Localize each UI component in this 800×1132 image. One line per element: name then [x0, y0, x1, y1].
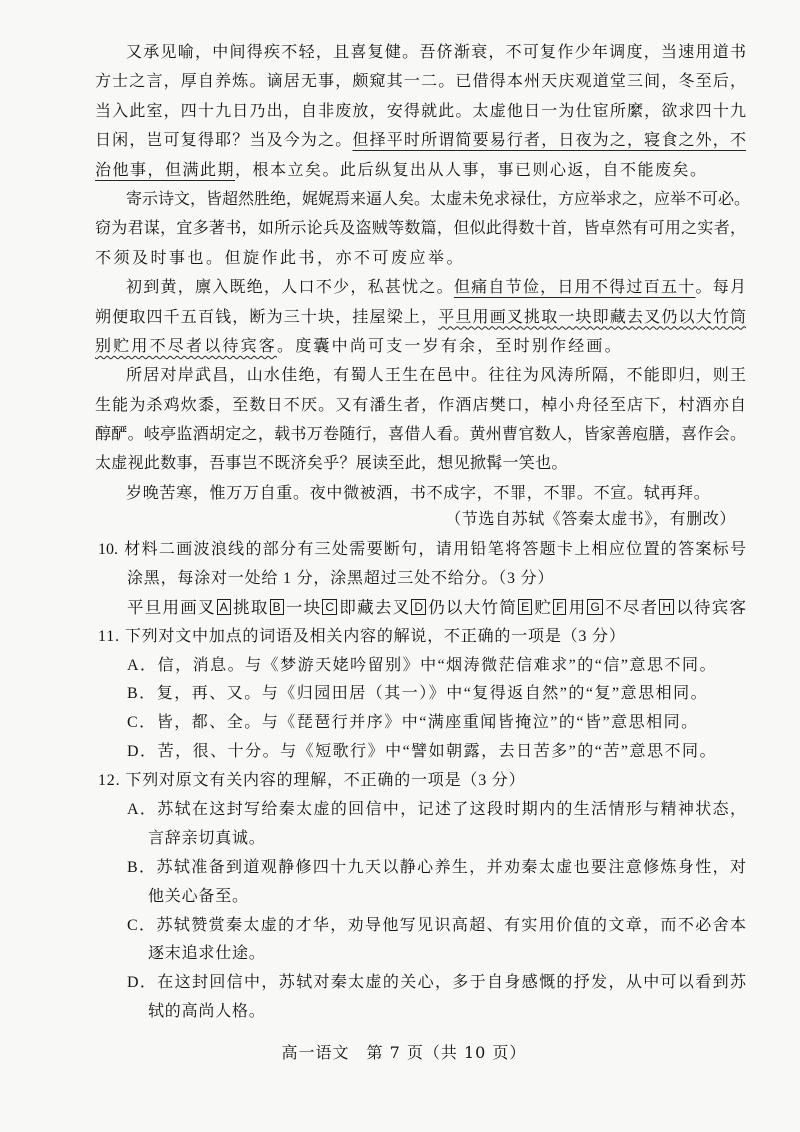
passage-text: 太虚视此数事，吾事岂不既济矣乎？展读至此，想见掀髯一笑也。	[95, 453, 568, 473]
option-label: B．	[127, 685, 157, 703]
q12-option-c	[98, 912, 746, 941]
option-label: A．	[127, 656, 158, 674]
wavy-underlined-text: 别贮用不尽者以待宾客	[95, 335, 278, 355]
q10-answer-line	[98, 594, 746, 623]
answer-marker-b: B	[270, 599, 284, 615]
answer-marker-a: A	[217, 599, 231, 615]
passage-line	[95, 37, 746, 66]
option-text: 苦，很、十分。与《短歌行》中“譬如朝露，去日苦多”的“苦”意思不同。	[157, 743, 717, 761]
passage-text: 日闲，岂可复得耶？当及今为之。	[95, 130, 353, 150]
q11-option-a	[98, 652, 746, 681]
answer-marker-c: C	[322, 599, 337, 615]
passage-line	[95, 66, 746, 95]
q12-number: 12.	[98, 772, 121, 790]
q11-option-d	[98, 738, 746, 767]
option-text: 苏轼准备到道观静修四十九天以静心养生，并劝秦太虚也要注意修炼身性，对	[156, 858, 746, 876]
answer-marker-h: H	[659, 599, 674, 615]
option-label: A．	[127, 801, 158, 819]
pen-underlined-text: 但择平时所谓简要易行者，日夜为之，寝食之外，不	[352, 130, 746, 150]
answer-segment: 用	[567, 597, 587, 617]
option-text: 苏轼赞赏秦太虚的才华，劝导他写见识高超、有实用价值的文章，而不必舍本	[156, 916, 746, 934]
passage-text: ，根本立矣。此后纵复出从人事，事已则心返，自不能废矣。	[235, 159, 708, 179]
wavy-underlined-text: 平旦用画叉挑取一块即藏去叉仍以大竹筒	[438, 306, 746, 326]
passage-line	[95, 331, 746, 360]
passage-text: 寄示诗文，皆超然胜绝，娓娓焉来逼人矣。太虚未免求禄仕，方应举求之，应举不可必。	[126, 188, 751, 208]
option-text: 他关心备至。	[148, 887, 249, 905]
answer-segment: 挑取	[231, 597, 269, 617]
passage-text: 所居对岸武昌，山水佳绝，有蜀人王生在邑中。往往为风涛所隔，不能即归，则王	[126, 365, 746, 385]
passage-text: 方士之言，厚自养炼。谪居无事，颇窥其一二。已借得本州天庆观道堂三间，冬至后，	[95, 71, 746, 91]
answer-segment: 不尽者	[603, 597, 659, 617]
passage-line	[95, 448, 746, 477]
option-label: C．	[127, 714, 157, 732]
passage-line	[95, 243, 746, 272]
q12-option-d	[98, 969, 746, 998]
answer-marker-f: F	[553, 599, 566, 615]
passage-text: 岁晚苦寒，惟万万自重。夜中微被酒，书不成字，不罪，不罪。不宣。轼再拜。	[126, 482, 711, 502]
passage-line	[95, 125, 746, 154]
passage-line	[95, 478, 746, 507]
passage-line	[95, 302, 746, 331]
answer-segment: 一块	[284, 597, 322, 617]
answer-marker-e: E	[518, 599, 532, 615]
passage-line	[95, 390, 746, 419]
option-label: D．	[127, 974, 158, 992]
answer-marker-g: G	[587, 599, 602, 615]
answer-segment: 以待宾客	[675, 597, 747, 617]
passage-text: 不须及时事也。但旋作此书，亦不可废应举。	[95, 247, 466, 267]
q12-option-a	[98, 796, 746, 825]
q11-number: 11.	[98, 627, 120, 645]
passage-text: 。度囊中尚可支一岁有余，至时别作经画。	[277, 335, 623, 355]
q12-option-b	[98, 854, 746, 883]
option-label: D．	[127, 743, 158, 761]
passage	[95, 37, 751, 507]
passage-text: 当入此室，四十九日乃出，自非废放，安得就此。太虚他日一为仕宦所縻，欲求四十九	[95, 100, 746, 120]
q10-number: 10.	[98, 541, 118, 558]
questions	[98, 536, 746, 1027]
option-text: 苏轼在这封写给秦太虚的回信中，记述了这段时期内的生活情形与精神状态，	[157, 801, 746, 819]
q10-stem-line	[98, 565, 746, 594]
answer-marker-d: D	[411, 599, 426, 615]
passage-text: 朔便取四千五百钱，断为三十块，挂屋梁上，	[95, 306, 439, 326]
passage-text: 初到黄，廪入既绝，人口不少，私甚忧之。	[126, 277, 454, 297]
q12-option-b-continued	[98, 883, 746, 912]
q11-option-c	[98, 709, 746, 738]
passage-source: （节选自苏轼《答秦太虚书》，有删改）	[445, 509, 736, 528]
pen-underlined-text: 但痛自节俭，日用不得过百五十	[453, 277, 696, 297]
option-label: C．	[127, 916, 157, 934]
page-footer: 高一语文 第 7 页（共 10 页）	[281, 1043, 527, 1062]
option-text: 皆，都、全。与《琵琶行并序》中“满座重闻皆掩泣”的“皆”意思相同。	[156, 714, 699, 732]
q10-stem-text: 涂黑，每涂对一处给 1 分，涂黑超过三处不给分。（3 分）	[127, 569, 555, 587]
q12-stem-line	[98, 767, 746, 796]
q12-option-a-continued	[98, 825, 746, 854]
option-text: 复，再、又。与《归园田居（其一）》中“复得返自然”的“复”意思相同。	[156, 685, 709, 703]
passage-line	[95, 213, 746, 242]
passage-line	[95, 184, 751, 213]
passage-text: 。每月	[695, 277, 746, 297]
passage-text: 醇酽。岐亭监酒胡定之，载书万卷随行，喜借人看。黄州曹官数人，皆家善庖膳，喜作会。	[95, 424, 746, 444]
passage-line	[95, 272, 746, 301]
q11-option-b	[98, 680, 746, 709]
passage-text: 又承见喻，中间得疾不轻，且喜复健。吾侪渐衰，不可复作少年调度，当速用道书	[126, 42, 746, 61]
q11-stem-text: 下列对文中加点的词语及相关内容的解说，不正确的一项是（3 分）	[124, 627, 626, 645]
passage-line	[95, 96, 746, 125]
option-text: 在这封回信中，苏轼对秦太虚的关心，多于自身感慨的抒发，从中可以看到苏	[157, 974, 746, 992]
q12-option-c-continued	[98, 940, 746, 969]
option-text: 逐末追求仕途。	[148, 945, 266, 963]
passage-line	[95, 419, 746, 448]
answer-segment: 贮	[533, 597, 553, 617]
q12-option-d-continued	[98, 998, 746, 1027]
q11-stem-line	[98, 623, 746, 652]
option-text: 信，消息。与《梦游天姥吟留别》中“烟涛微茫信难求”的“信”意思不同。	[157, 656, 717, 674]
answer-segment: 仍以大竹简	[427, 597, 518, 617]
passage-text: 窃为君谋，宜多著书，如所示论兵及盗贼等数篇，但似此得数十首，皆卓然有可用之实者，	[95, 218, 746, 238]
option-label: B．	[127, 858, 157, 876]
passage-line	[95, 360, 746, 389]
passage-text: 生能为杀鸡炊黍，至数日不厌。又有潘生者，作酒店樊口，棹小舟径至店下，村酒亦自	[95, 394, 746, 414]
option-text: 轼的高尚人格。	[148, 1003, 266, 1021]
passage-line	[95, 155, 746, 184]
pen-underlined-text: 治他事，但满此期	[95, 159, 236, 179]
q10-stem-text: 材料二画波浪线的部分有三处需要断句，请用铅笔将答题卡上相应位置的答案标号	[123, 541, 746, 558]
option-text: 言辞亲切真诚。	[148, 829, 266, 847]
answer-segment: 平旦用画叉	[127, 597, 216, 617]
q12-stem-text: 下列对原文有关内容的理解，不正确的一项是（3 分）	[125, 772, 526, 790]
answer-segment: 即藏去叉	[338, 597, 411, 617]
q10-stem-line	[98, 536, 746, 565]
